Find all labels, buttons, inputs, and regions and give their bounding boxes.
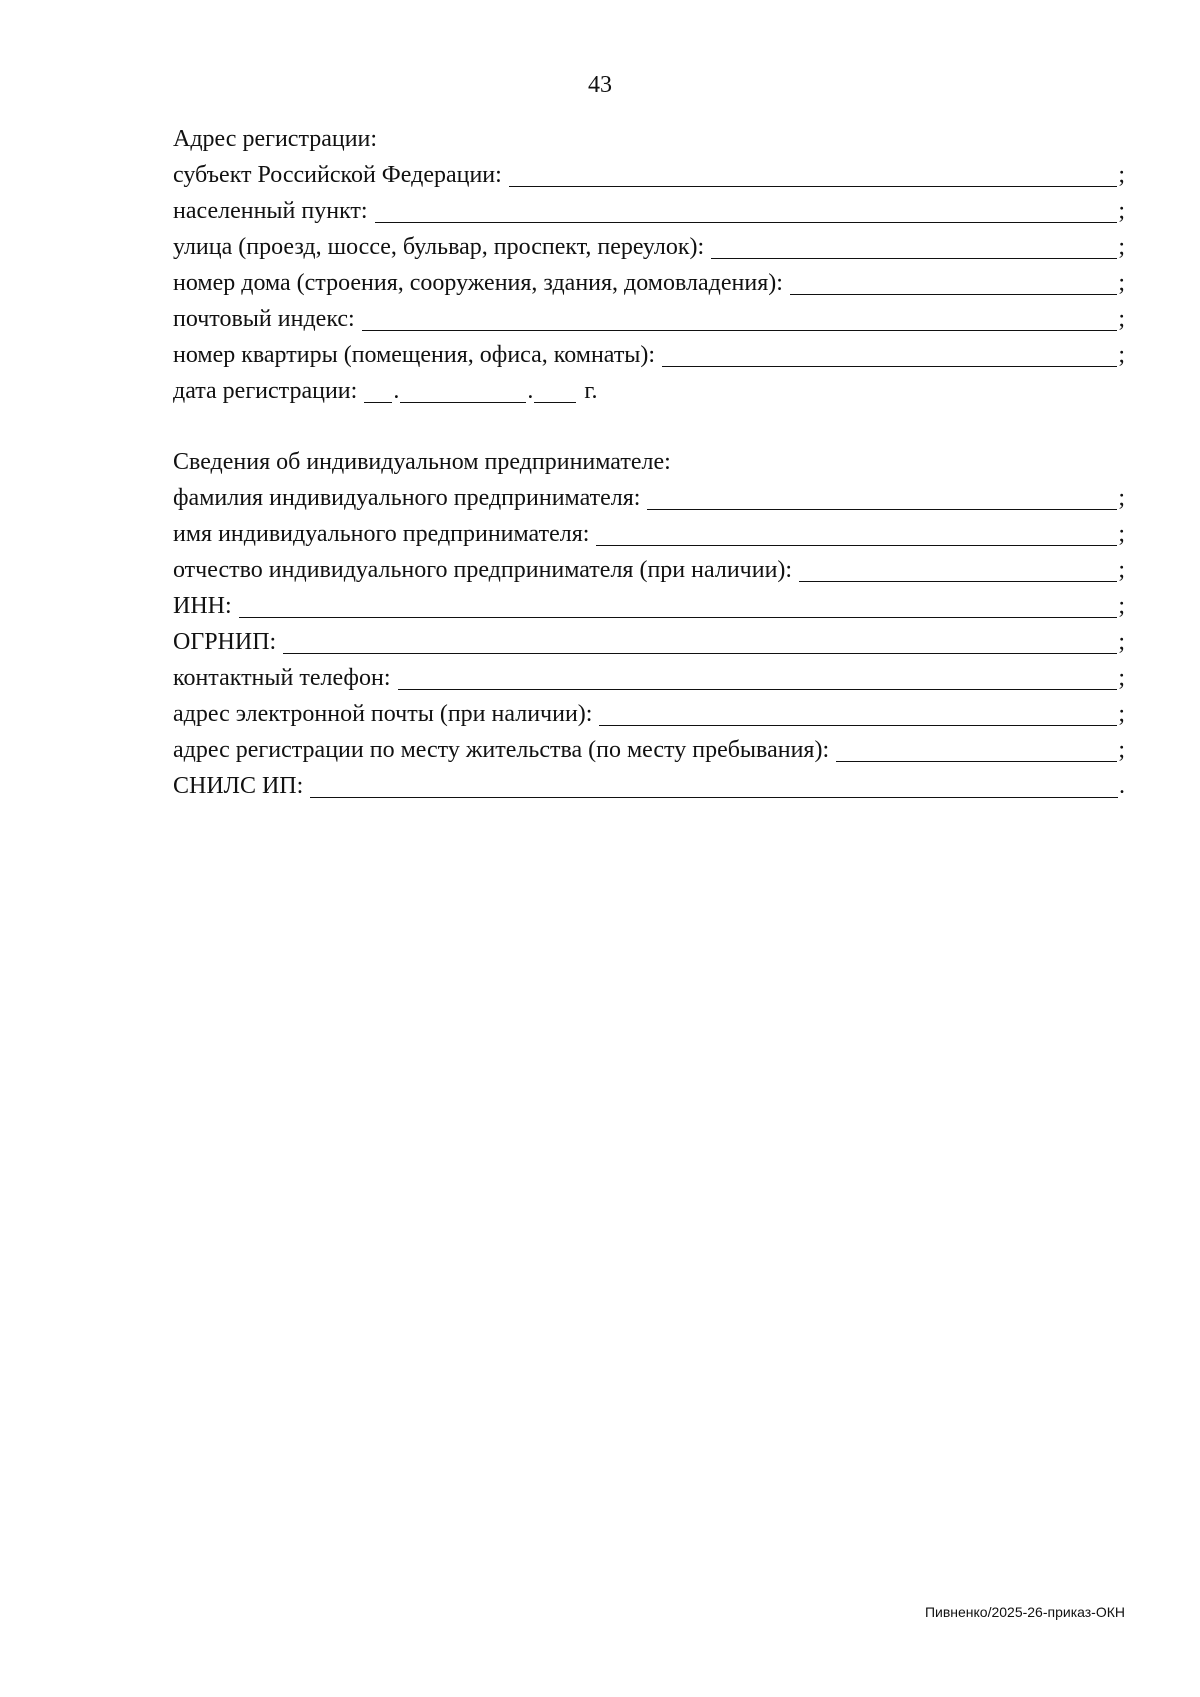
settlement-input-line[interactable] bbox=[375, 198, 1118, 223]
subject-rf-field[interactable] bbox=[173, 157, 1125, 193]
contact-phone-end: ; bbox=[1118, 665, 1125, 691]
settlement-end: ; bbox=[1118, 198, 1125, 224]
street-input-line[interactable] bbox=[711, 234, 1117, 259]
apartment-number-field[interactable] bbox=[173, 337, 1125, 373]
page-number: 43 bbox=[588, 72, 612, 98]
postal-code-end: ; bbox=[1118, 306, 1125, 332]
contact-phone-label: контактный телефон: bbox=[173, 665, 391, 691]
patronymic-input-line[interactable] bbox=[799, 557, 1117, 582]
snils-input-line[interactable] bbox=[310, 773, 1118, 798]
registration-address-heading: Адрес регистрации: bbox=[173, 126, 378, 152]
first-name-end: ; bbox=[1118, 521, 1125, 547]
apartment-number-label: номер квартиры (помещения, офиса, комнаты): bbox=[173, 342, 656, 368]
house-number-input-line[interactable] bbox=[790, 270, 1117, 295]
ogrnip-end: ; bbox=[1118, 629, 1125, 655]
surname-input-line[interactable] bbox=[647, 485, 1117, 510]
ogrnip-field[interactable] bbox=[173, 624, 1125, 660]
house-number-label: номер дома (строения, сооружения, здания, домовладения): bbox=[173, 270, 783, 296]
patronymic-end: ; bbox=[1118, 557, 1125, 583]
surname-label: фамилия индивидуального предпринимателя: bbox=[173, 485, 641, 511]
inn-label: ИНН: bbox=[173, 593, 232, 619]
settlement-field[interactable] bbox=[173, 193, 1125, 229]
email-input-line[interactable] bbox=[599, 701, 1117, 726]
registration-date-month-line[interactable] bbox=[400, 378, 526, 403]
ogrnip-input-line[interactable] bbox=[283, 629, 1117, 654]
inn-end: ; bbox=[1118, 593, 1125, 619]
snils-label: СНИЛС ИП: bbox=[173, 773, 304, 799]
contact-phone-input-line[interactable] bbox=[398, 665, 1118, 690]
patronymic-label: отчество индивидуального предпринимателя (при наличии): bbox=[173, 557, 793, 583]
inn-field[interactable] bbox=[173, 588, 1125, 624]
residence-address-field[interactable] bbox=[173, 732, 1125, 768]
snils-end: . bbox=[1119, 773, 1125, 799]
registration-date-day-line[interactable] bbox=[364, 378, 392, 403]
subject-rf-label: субъект Российской Федерации: bbox=[173, 162, 502, 188]
subject-rf-end: ; bbox=[1118, 162, 1125, 188]
email-label: адрес электронной почты (при наличии): bbox=[173, 701, 593, 727]
postal-code-input-line[interactable] bbox=[362, 306, 1118, 331]
first-name-input-line[interactable] bbox=[596, 521, 1117, 546]
snils-field[interactable] bbox=[173, 768, 1125, 804]
residence-address-input-line[interactable] bbox=[836, 737, 1117, 762]
ogrnip-label: ОГРНИП: bbox=[173, 629, 277, 655]
first-name-label: имя индивидуального предпринимателя: bbox=[173, 521, 590, 547]
registration-date-year-line[interactable] bbox=[534, 378, 576, 403]
section-spacer bbox=[173, 409, 1125, 444]
apartment-number-input-line[interactable] bbox=[662, 342, 1117, 367]
surname-field[interactable] bbox=[173, 480, 1125, 516]
house-number-end: ; bbox=[1118, 270, 1125, 296]
street-label: улица (проезд, шоссе, бульвар, проспект, переулок): bbox=[173, 234, 705, 260]
patronymic-field[interactable] bbox=[173, 552, 1125, 588]
street-field[interactable] bbox=[173, 229, 1125, 265]
email-end: ; bbox=[1118, 701, 1125, 727]
contact-phone-field[interactable] bbox=[173, 660, 1125, 696]
apartment-number-end: ; bbox=[1118, 342, 1125, 368]
document-code-footer: Пивненко/2025-26-приказ-ОКН bbox=[924, 1604, 1125, 1620]
registration-date-field[interactable] bbox=[173, 373, 1125, 409]
entrepreneur-heading: Сведения об индивидуальном предпринимателе: bbox=[173, 449, 671, 475]
street-end: ; bbox=[1118, 234, 1125, 260]
email-field[interactable] bbox=[173, 696, 1125, 732]
settlement-label: населенный пункт: bbox=[173, 198, 368, 224]
first-name-field[interactable] bbox=[173, 516, 1125, 552]
residence-address-end: ; bbox=[1118, 737, 1125, 763]
house-number-field[interactable] bbox=[173, 265, 1125, 301]
form-content bbox=[173, 121, 1125, 804]
postal-code-field[interactable] bbox=[173, 301, 1125, 337]
postal-code-label: почтовый индекс: bbox=[173, 306, 355, 332]
registration-date-dot-1: . bbox=[393, 378, 400, 404]
residence-address-label: адрес регистрации по месту жительства (по месту пребывания): bbox=[173, 737, 830, 763]
subject-rf-input-line[interactable] bbox=[509, 162, 1118, 187]
inn-input-line[interactable] bbox=[239, 593, 1118, 618]
registration-date-year-suffix: г. bbox=[584, 378, 598, 404]
surname-end: ; bbox=[1118, 485, 1125, 511]
registration-date-dot-2: . bbox=[527, 378, 534, 404]
registration-date-label: дата регистрации: bbox=[173, 378, 358, 404]
